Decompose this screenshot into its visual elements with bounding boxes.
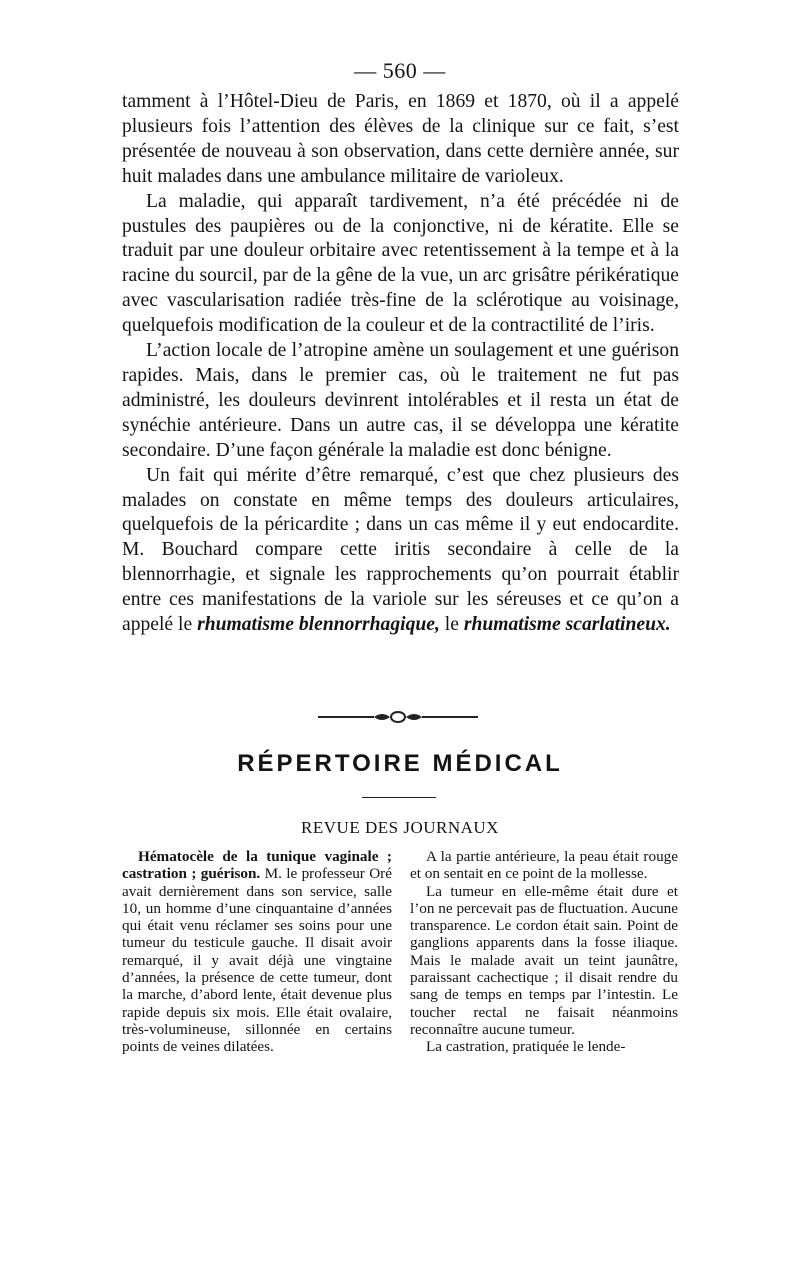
emphasis-term: rhumatisme blennorrhagique,	[197, 614, 440, 636]
main-text	[122, 90, 679, 638]
article-paragraph: A la partie antérieure, la peau était rouge et on sentait en ce point de la mollesse.	[410, 848, 678, 883]
subsection-title: REVUE DES JOURNAUX	[301, 818, 499, 837]
article-paragraph	[122, 848, 392, 1056]
article-paragraph: La tumeur en elle-même était dure et l’on ne percevait pas de fluctuation. Aucune transparence. Le cordon était sain. Point de ganglions apparents dans la fosse iliaque. Mais le malade avait un teint jaunâtre, paraissant cachectique ; il disait rendre du sang de temps en temps par l’intestin. Le toucher rectal ne faisait néanmoins reconnaître aucune tumeur.	[410, 882, 678, 1038]
paragraph: La maladie, qui apparaît tardivement, n’a été précédée ni de pustules des paupières ou de la conjonctive, ni de kératite. Elle se traduit par une douleur orbitaire avec retentissement à la tempe et à la racine du sourcil, par de la gêne de la vue, un arc grisâtre périkératique avec vascularisation radiée très-fine de la sclérotique au voisinage, quelquefois modification de la couleur et de la contractilité de l’iris.	[122, 190, 679, 337]
title-rule	[362, 797, 436, 798]
paragraph-final	[122, 464, 679, 638]
paragraph-continuation: tamment à l’Hôtel-Dieu de Paris, en 1869 et 1870, où il a appelé plusieurs fois l’attention des élèves de la clinique sur ce fait, s’est présentée de nouveau à son observation, dans cette dernière année, sur huit malades dans une ambulance militaire de varioleux.	[122, 91, 679, 187]
ornament-divider	[316, 708, 480, 726]
page-number: — 560 —	[354, 58, 446, 83]
paragraph-text: le	[439, 614, 464, 636]
article-paragraph: La castration, pratiquée le lende-	[426, 1038, 626, 1056]
article-text: M. le professeur Oré avait dernièrement dans son service, salle 10, un homme d’une cinquantaine d’années qui était venu réclamer ses soins pour une tumeur du testicule gauche. Il disait avoir remarqué, il y avait déjà une vingtaine d’années, la présence de cette tumeur, dont la marche, d’abord lente, était devenue plus rapide depuis six mois. Elle était ovalaire, très-volumineuse, sillonnée en certains points de veines dilatées.	[122, 865, 392, 1056]
article-heading: Hématocèle de la tunique vaginale ; castration ; guérison.	[122, 848, 392, 883]
left-column	[122, 848, 392, 1056]
section-title: RÉPERTOIRE MÉDICAL	[237, 750, 563, 777]
paragraph-text: Un fait qui mérite d’être remarqué, c’est que chez plusieurs des malades on constate en même temps des douleurs articulaires, quelquefois de la péricardite ; dans un cas même il y eut endocardite. M. Bouchard compare cette iritis secondaire à celle de la blennorrhagie, et signale les rapprochements qu’on pourrait établir entre ces manifestations de la variole sur les séreuses et ce qu’on a appelé le	[122, 464, 679, 636]
emphasis-term: rhumatisme scarlatineux.	[463, 614, 671, 636]
right-column	[410, 848, 678, 1056]
paragraph: L’action locale de l’atropine amène un soulagement et une guérison rapides. Mais, dans le premier cas, où le traitement ne fut pas administré, les douleurs devinrent intolérables et il resta un état de synéchie antérieure. Dans un autre cas, il se développa une kératite secondaire. D’une façon générale la maladie est donc bénigne.	[122, 340, 679, 461]
